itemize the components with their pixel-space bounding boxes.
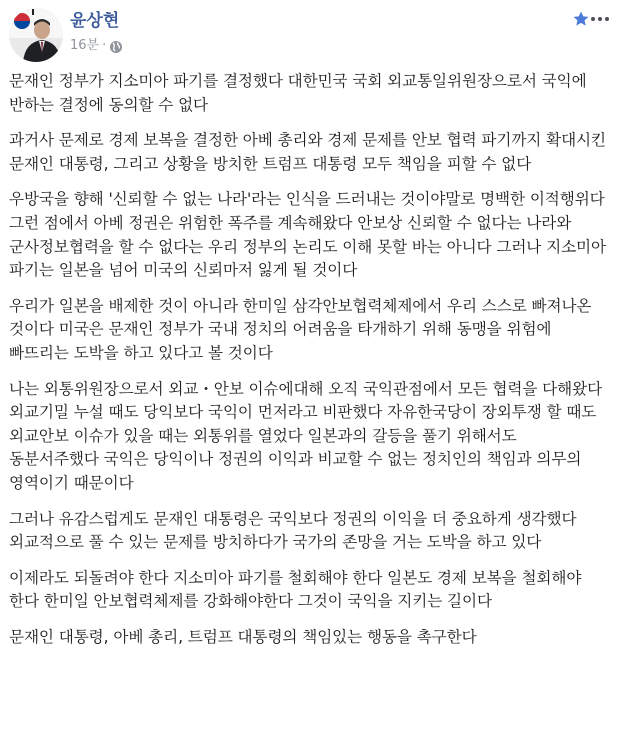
- post-paragraph: 우리가 일본을 배제한 것이 아니라 한미일 삼각안보협력체제에서 우리 스스로 빠져나온 것이다 미국은 문재인 정부가 국내 정치의 어려움을 타개하기 위해 동맹을 위험에 빠뜨리는 도박을 하고 있다고 볼 것이다: [9, 296, 592, 362]
- avatar-image: [9, 8, 63, 62]
- post-paragraph: 문재인 정부가 지소미아 파기를 결정했다 대한민국 국회 외교통일위원장으로서 국익에 반하는 결정에 동의할 수 없다: [9, 72, 587, 114]
- post-paragraph: 이제라도 되돌려야 한다 지소미아 파기를 철회해야 한다 일본도 경제 보복을 철회해야 한다 한미일 안보협력체제를 강화해야한다 그것이 국익을 지키는 길이다: [9, 568, 582, 611]
- meta-separator: ·: [102, 38, 107, 53]
- post-timestamp[interactable]: 16분: [70, 38, 100, 53]
- post-paragraph: 우방국을 향해 '신뢰할 수 없는 나라'라는 인식을 드러내는 것이야말로 명백한 이적행위다 그런 점에서 아베 정권은 위험한 폭주를 계속해왔다 안보상 신뢰할 수 없다는 나라와 군사정보협력을 할 수 없다는 우리 정부의 논리도 이해 못할 바는 아니다 그러나 지소미아 파기는 일본을 넘어 미국의 신뢰마저 잃게 될 것이다: [9, 190, 606, 280]
- star-icon[interactable]: [572, 10, 590, 28]
- post-paragraph: 나는 외통위원장으로서 외교・안보 이슈에대해 오직 국익관점에서 모든 협력을 다해왔다 외교기밀 누설 때도 당익보다 국익이 먼저라고 비판했다 자유한국당이 장외투쟁 할 때도 외교안보 이슈가 있을 때는 외통위를 열었다 일본과의 갈등을 풀기 위해서도 동분서주했다 국익은 당익이나 정권의 이익과 비교할 수 없는 정치인의 책임과 의무의 영역이기 때문이다: [9, 379, 603, 492]
- author-name[interactable]: 윤상현: [70, 11, 120, 31]
- more-options-icon[interactable]: [591, 10, 609, 28]
- post-paragraph: 그러나 유감스럽게도 문재인 대통령은 국익보다 정권의 이익을 더 중요하게 생각했다 외교적으로 풀 수 있는 문제를 방치하다가 국가의 존망을 거는 도박을 하고 있다: [9, 509, 577, 552]
- globe-icon[interactable]: [109, 39, 123, 53]
- post-header: [9, 8, 609, 64]
- post-body: [9, 70, 609, 661]
- post-meta: [70, 37, 123, 55]
- avatar[interactable]: [9, 8, 63, 62]
- post-paragraph: 문재인 대통령, 아베 총리, 트럼프 대통령의 책임있는 행동을 촉구한다: [9, 627, 477, 646]
- post-paragraph: 과거사 문제로 경제 보복을 결정한 아베 총리와 경제 문제를 안보 협력 파기까지 확대시킨 문재인 대통령, 그리고 상황을 방치한 트럼프 대통령 모두 책임을 피할 수 없다: [9, 131, 606, 173]
